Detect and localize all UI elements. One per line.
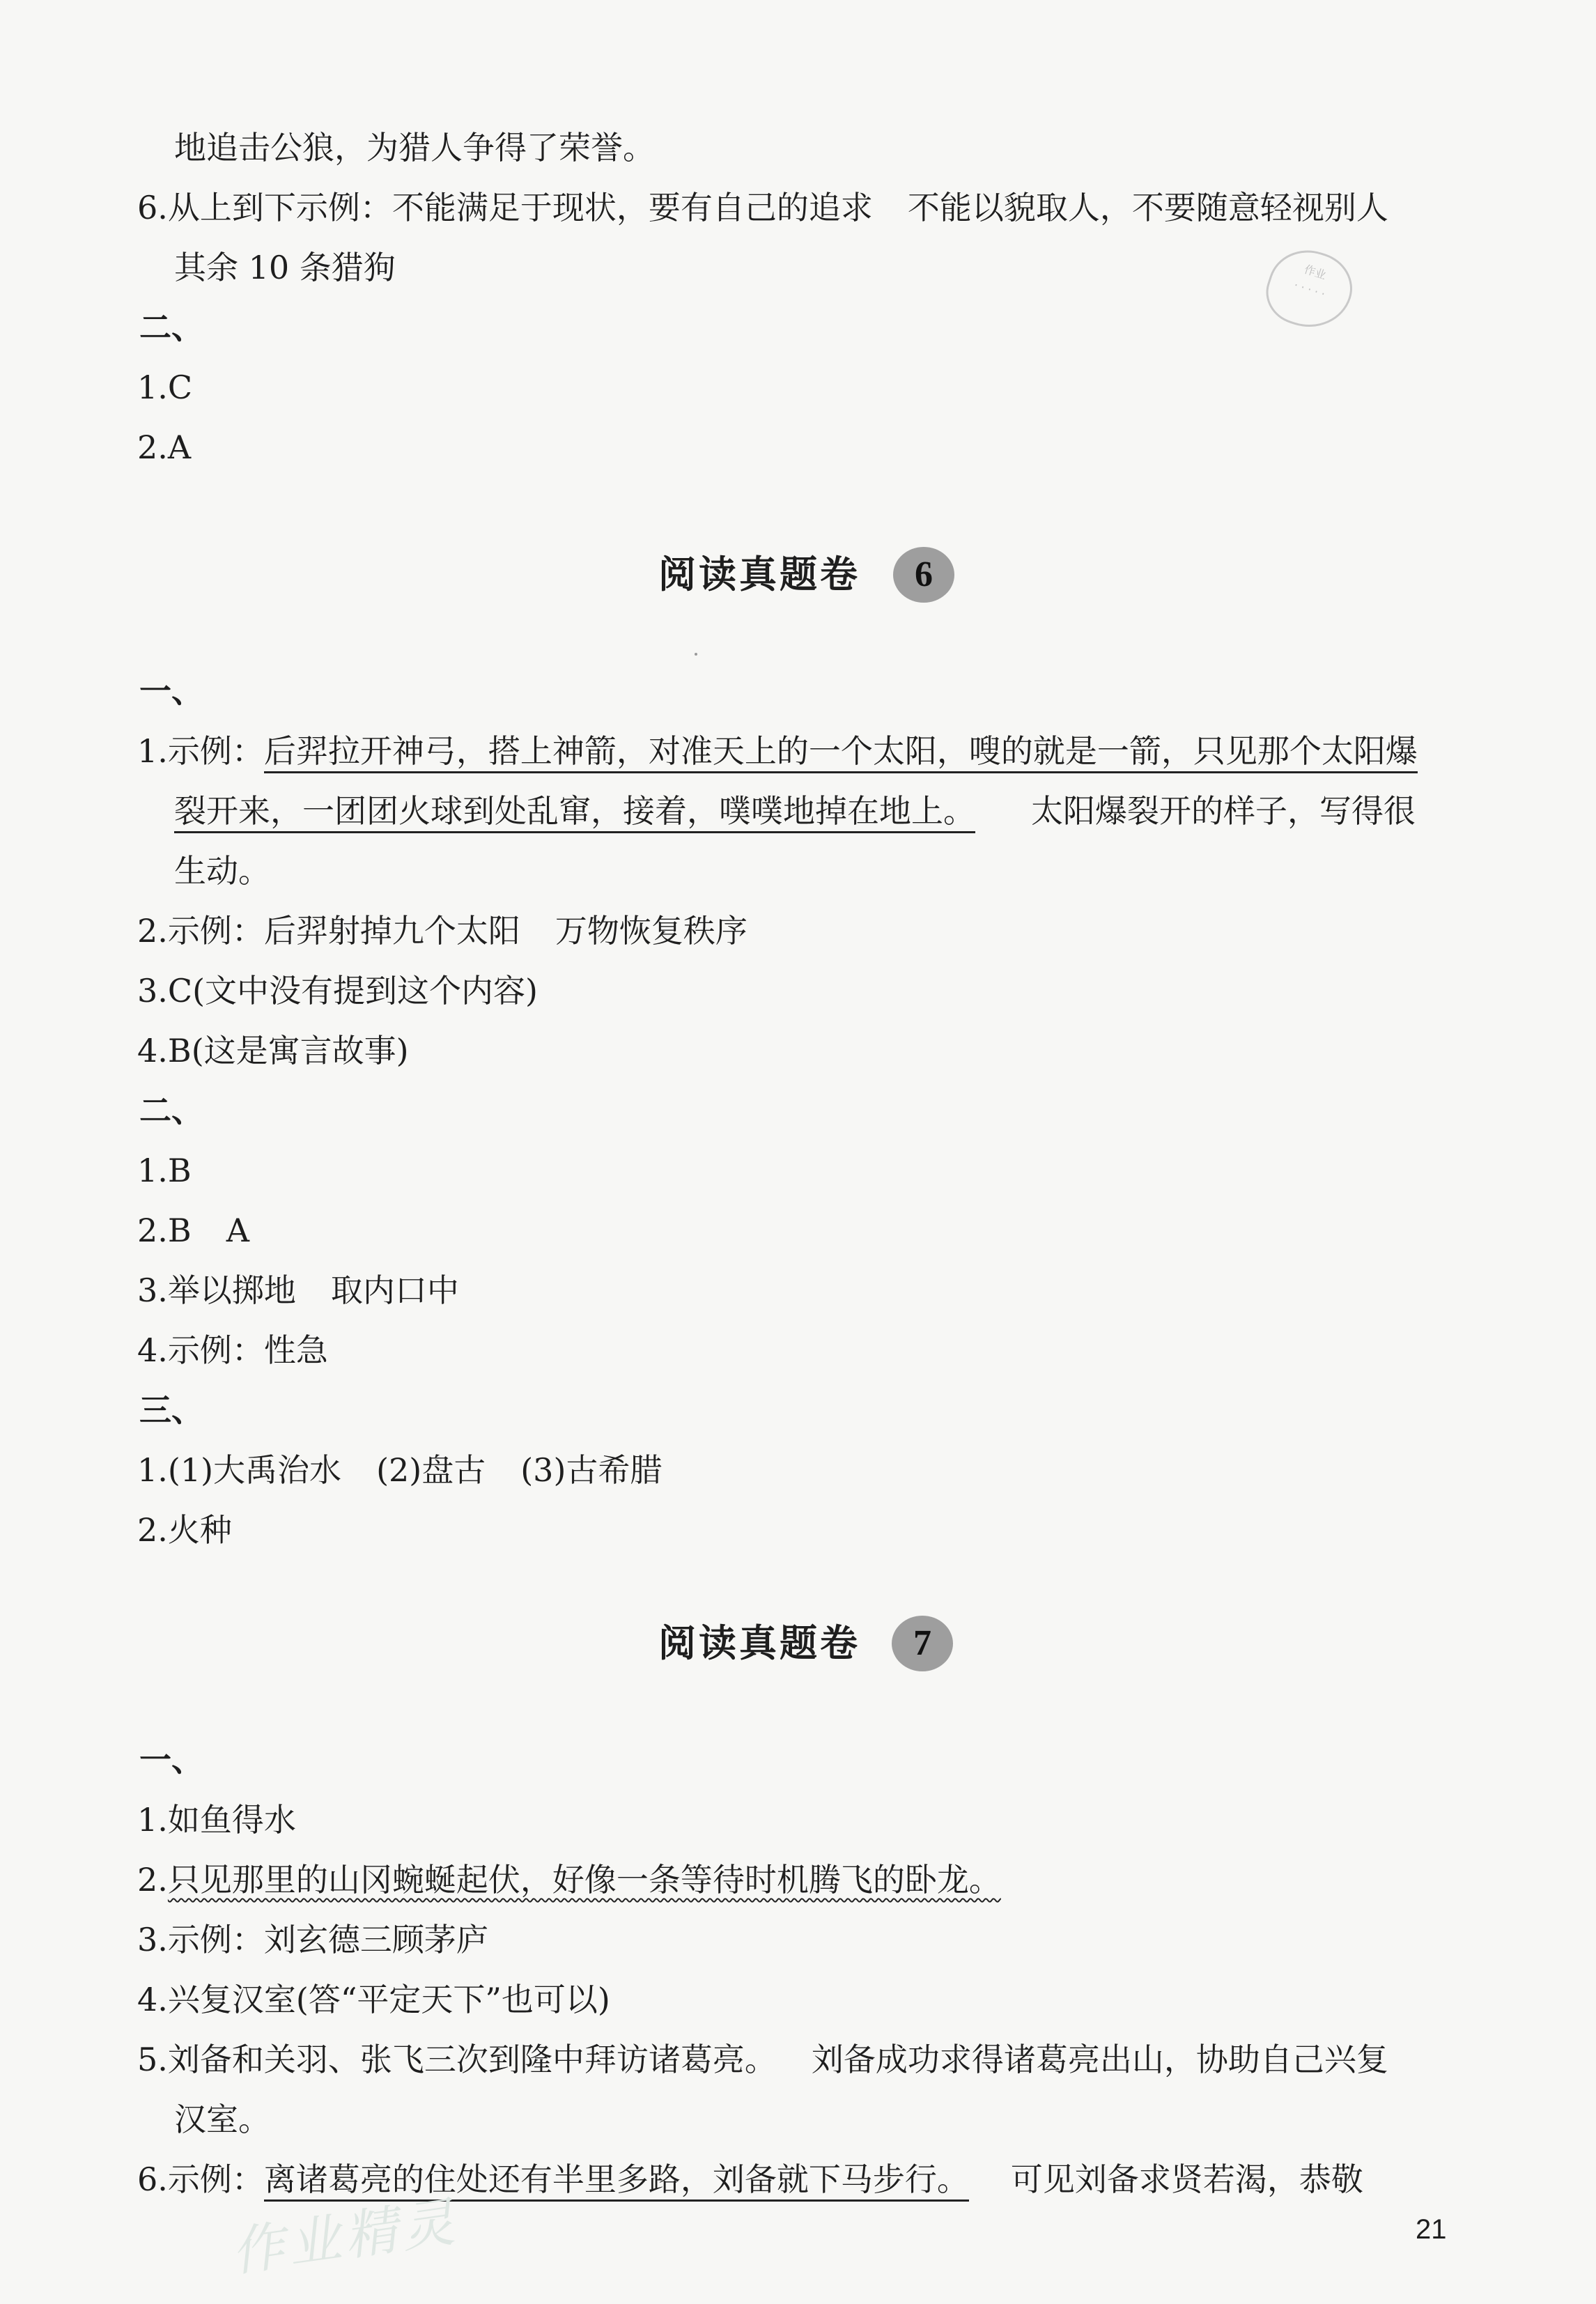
answer-q2: 2.只见那里的山冈蜿蜒起伏，好像一条等待时机腾飞的卧龙。 (137, 1861, 1001, 1899)
section-heading: 一、 (139, 672, 203, 710)
section-heading: 二、 (139, 1092, 203, 1129)
answer-q6: 6.示例：离诸葛亮的住处还有半里多路，刘备就下马步行。 可见刘备求贤若渴，恭敬 (137, 2157, 1363, 2202)
stamp-icon: 作业 · · · · · (1258, 240, 1361, 339)
answer-c1: 1.(1)大禹治水 (2)盘古 (3)古希腊 (137, 1451, 663, 1489)
answer-q4: 4.兴复汉室(答“平定天下”也可以) (137, 1981, 610, 2018)
section-heading: 二、 (139, 309, 203, 346)
answer-line: 地追击公狼，为猎人争得了荣誉。 (174, 129, 655, 167)
answer-q1-end: 生动。 (174, 852, 270, 890)
answer-b2: 2.B A (137, 1212, 249, 1249)
section-heading: 三、 (139, 1391, 203, 1429)
answer-q2: 2.示例：后羿射掉九个太阳 万物恢复秩序 (137, 912, 747, 950)
watermark-logo: 作业精灵 (227, 2190, 463, 2284)
answer-b1: 1.B (137, 1152, 192, 1189)
answer-q5: 5.刘备和关羽、张飞三次到隆中拜访诸葛亮。 刘备成功求得诸葛亮出山，协助自己兴复 (137, 2041, 1388, 2078)
answer-q3: 3.示例：刘玄德三顾茅庐 (137, 1921, 488, 1958)
answer-b3: 3.举以掷地 取内口中 (137, 1271, 459, 1309)
page-number: 21 (1416, 2214, 1447, 2245)
answer-1: 1.C (137, 369, 193, 406)
paper-number-badge: 7 (892, 1616, 953, 1671)
answer-c2: 2.火种 (137, 1511, 232, 1549)
answer-q6-cont: 其余 10 条猎狗 (174, 249, 396, 286)
answer-q1-cont: 裂开来，一团团火球到处乱窜，接着，噗噗地掉在地上。 太阳爆裂开的样子，写得很 (174, 789, 1416, 833)
answer-q6: 6.从上到下示例：不能满足于现状，要有自己的追求 不能以貌取人，不要随意轻视别人 (137, 189, 1388, 226)
speck (695, 653, 697, 656)
answer-q4: 4.B(这是寓言故事) (137, 1032, 409, 1069)
paper-title-7: 阅读真题卷 (658, 1621, 860, 1665)
answer-2: 2.A (137, 428, 192, 466)
answer-q1: 1.示例：后羿拉开神弓，搭上神箭，对准天上的一个太阳，嗖的就是一箭，只见那个太阳爆 (137, 729, 1418, 773)
answer-q3: 3.C(文中没有提到这个内容) (137, 972, 538, 1010)
answer-q5-cont: 汉室。 (174, 2101, 270, 2138)
answer-b4: 4.示例：性急 (137, 1331, 328, 1369)
answer-q1: 1.如鱼得水 (137, 1801, 296, 1839)
section-heading: 一、 (139, 1741, 203, 1779)
paper-number-badge: 6 (893, 547, 954, 603)
paper-title-6: 阅读真题卷 (658, 552, 860, 596)
